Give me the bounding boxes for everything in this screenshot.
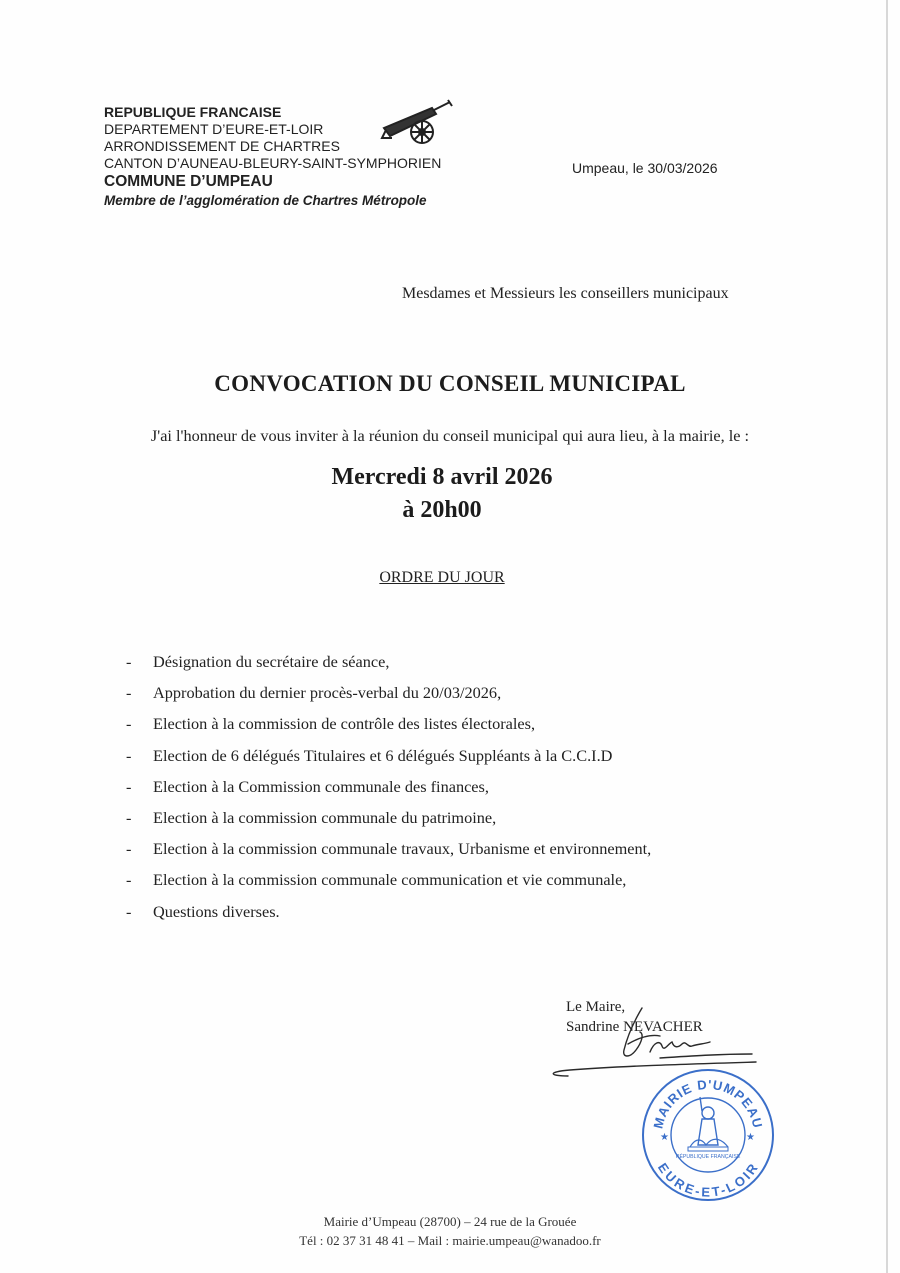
agenda-item-text: Election à la commission communale communication et vie communale, [153, 870, 627, 890]
footer-address: Mairie d’Umpeau (28700) – 24 rue de la Grouée [323, 1214, 577, 1229]
agenda-bullet: - [126, 807, 132, 827]
agenda-item-text: Election de 6 délégués Titulaires et 6 délégués Suppléants à la C.C.I.D [153, 745, 613, 765]
letterhead-republic: REPUBLIQUE FRANCAISE [104, 104, 282, 120]
stamp-top-text: MAIRIE D'UMPEAU [650, 1076, 766, 1131]
agenda-bullet: - [126, 776, 132, 796]
agenda-bullet: - [126, 745, 132, 765]
signatory-role: Le Maire, [566, 999, 626, 1015]
stamp-star-icon: ★ [660, 1132, 669, 1143]
marianne-emblem-icon [688, 1097, 728, 1151]
document-title: CONVOCATION DU CONSEIL MUNICIPAL [214, 371, 686, 396]
page-edge [886, 0, 888, 1273]
agenda-item-text: Approbation du dernier procès-verbal du 20/03/2026, [153, 683, 502, 703]
agenda-bullet: - [126, 901, 132, 921]
letterhead-commune: COMMUNE D’UMPEAU [104, 173, 273, 190]
letterhead-department: DEPARTEMENT D’EURE-ET-LOIR [104, 121, 324, 137]
stamp-inner-text: RÉPUBLIQUE FRANÇAISE [675, 1154, 741, 1160]
letterhead-canton: CANTON D’AUNEAU-BLEURY-SAINT-SYMPHORIEN [104, 155, 442, 171]
intro-text: J'ai l'honneur de vous inviter à la réunion du conseil municipal qui aura lieu, à la mairie, le : [150, 426, 750, 445]
agenda-item-text: Election à la commission communale du patrimoine, [153, 807, 497, 827]
stamp-star-icon: ★ [746, 1132, 755, 1143]
letterhead-member: Membre de l’agglomération de Chartres Métropole [104, 193, 427, 208]
agenda-bullet: - [126, 652, 132, 671]
agenda-item-text: Election à la commission communale travaux, Urbanisme et environnement, [153, 839, 652, 859]
meeting-date: Mercredi 8 avril 2026 [331, 464, 553, 490]
agenda-heading: ORDRE DU JOUR [379, 569, 505, 586]
recipient: Mesdames et Messieurs les conseillers municipaux [402, 285, 729, 302]
stamp-bottom-text: EURE-ET-LOIR [654, 1160, 762, 1200]
agenda-bullet: - [126, 683, 132, 703]
footer [0, 1212, 900, 1250]
letterhead-arrondissement: ARRONDISSEMENT DE CHARTRES [104, 138, 340, 154]
agenda-item-text: Questions diverses. [153, 901, 280, 921]
agenda-bullet: - [126, 714, 132, 734]
agenda-item-text: Désignation du secrétaire de séance, [153, 652, 390, 671]
letter-date: Umpeau, le 30/03/2026 [572, 160, 718, 176]
agenda-bullet: - [126, 839, 132, 859]
footer-contact: Tél : 02 37 31 48 41 – Mail : mairie.umpeau@wanadoo.fr [299, 1233, 601, 1248]
agenda-bullet: - [126, 870, 132, 890]
agenda-item-text: Election à la Commission communale des finances, [153, 776, 489, 796]
svg-text:EURE-ET-LOIR [655, 1160, 761, 1199]
agenda-item-text: Election à la commission de contrôle des listes électorales, [153, 714, 536, 734]
cannon-icon [380, 98, 454, 146]
meeting-time: à 20h00 [402, 497, 482, 523]
mairie-stamp [640, 1067, 776, 1203]
signatory-name: Sandrine NEVACHER [566, 1019, 703, 1035]
